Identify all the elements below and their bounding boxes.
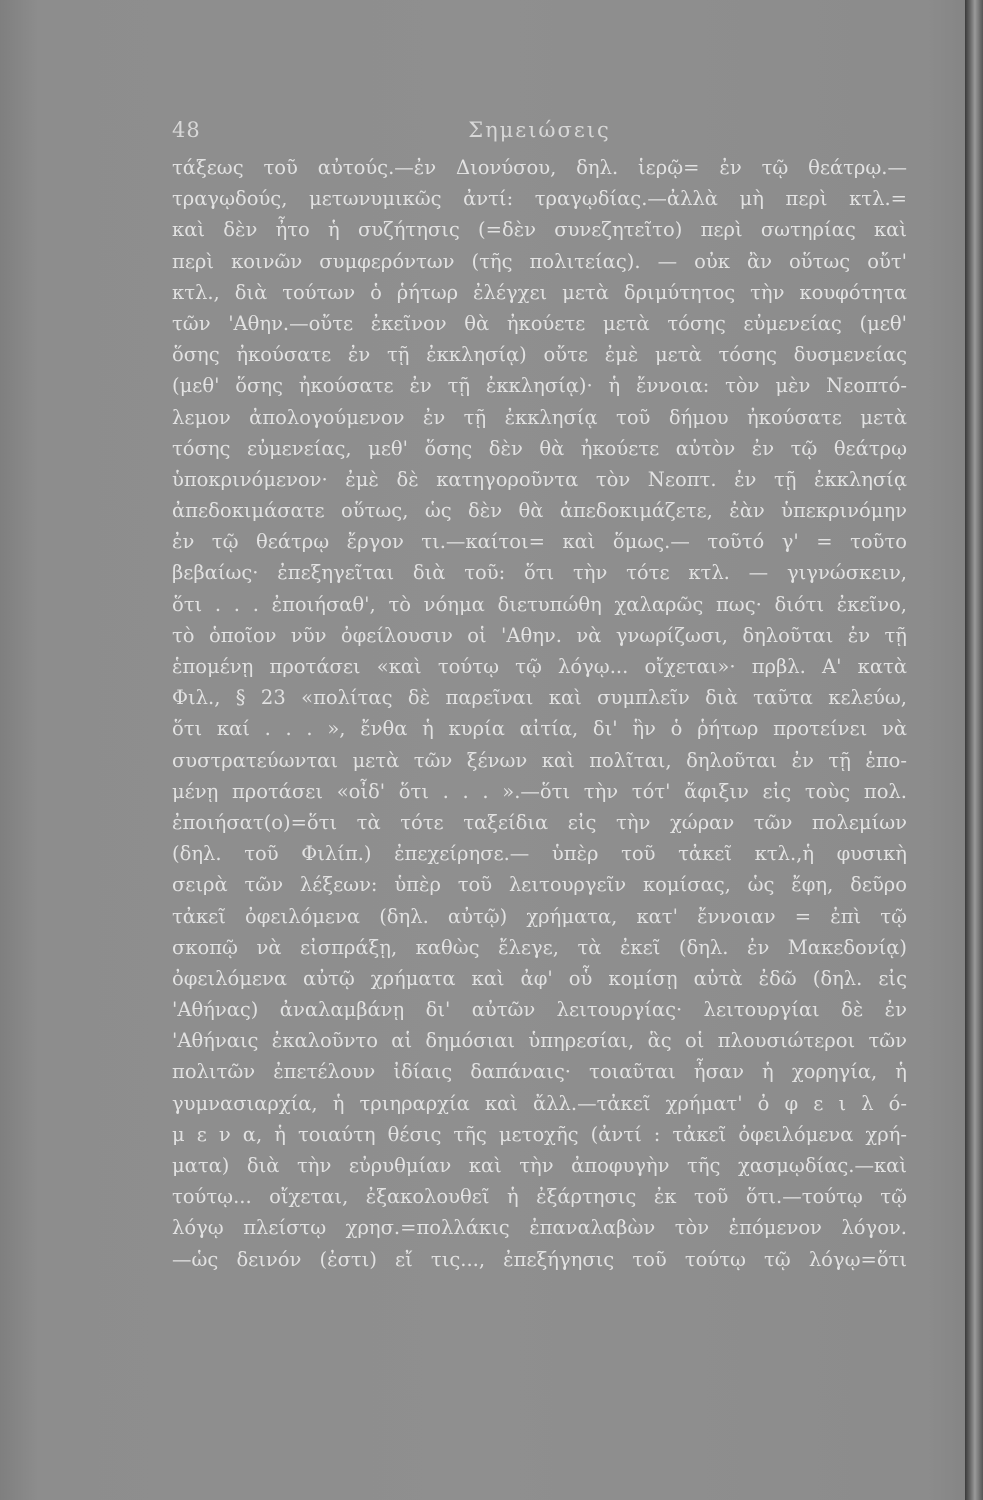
text-line: τούτῳ... οἴχεται, ἐξακολουθεῖ ἡ ἐξάρτησις ἐκ τοῦ ὅτι.—τούτῳ τῷ xyxy=(172,1185,907,1209)
text-line: 'Αθήνας) ἀναλαμβάνῃ δι' αὐτῶν λειτουργίας· λειτουργίαι δὲ ἐν xyxy=(172,998,907,1022)
text-line: τἀκεῖ ὀφειλόμενα (δηλ. αὐτῷ) χρήματα, κατ' ἔννοιαν = ἐπὶ τῷ xyxy=(172,904,907,928)
text-line: ὅτι καί . . . », ἔνθα ἡ κυρία αἰτία, δι' ἣν ὁ ῥήτωρ προτείνει νὰ xyxy=(172,717,907,741)
text-line: βεβαίως· ἐπεξηγεῖται διὰ τοῦ: ὅτι τὴν τότε κτλ. — γιγνώσκειν, xyxy=(172,561,907,585)
text-line: σκοπῷ νὰ εἰσπράξῃ, καθὼς ἔλεγε, τὰ ἐκεῖ (δηλ. ἐν Μακεδονίᾳ) xyxy=(172,935,907,959)
text-line: ἐν τῷ θεάτρῳ ἔργον τι.—καίτοι= καὶ ὅμως.— τοῦτό γ' = τοῦτο xyxy=(172,530,907,554)
text-line: περὶ κοινῶν συμφερόντων (τῆς πολιτείας). — οὐκ ἂν οὕτως οὔτ' xyxy=(172,249,907,273)
text-line: κτλ., διὰ τούτων ὁ ῥήτωρ ἐλέγχει μετὰ δριμύτητος τὴν κουφότητα xyxy=(172,280,907,304)
text-line: (δηλ. τοῦ Φιλίπ.) ἐπεχείρησε.— ὑπὲρ τοῦ τἀκεῖ κτλ.,ἡ φυσικὴ xyxy=(172,842,907,866)
page-header xyxy=(172,112,907,152)
text-line: μ ε ν α, ἡ τοιαύτη θέσις τῆς μετοχῆς (ἀντί : τἀκεῖ ὀφειλόμενα χρή- xyxy=(172,1122,907,1146)
text-line: ὅτι . . . ἐποιήσαθ', τὸ νόημα διετυπώθη χαλαρῶς πως· διότι ἐκεῖνο, xyxy=(172,592,907,616)
text-line: ἀπεδοκιμάσατε οὕτως, ὡς δὲν θὰ ἀπεδοκιμάζετε, ἐὰν ὑπεκρινόμην xyxy=(172,499,907,523)
running-title: Σημειώσεις xyxy=(468,118,611,142)
text-line: ὑποκρινόμενον· ἐμὲ δὲ κατηγοροῦντα τὸν Νεοπτ. ἐν τῇ ἐκκλησίᾳ xyxy=(172,467,907,491)
text-line: ὅσης ἠκούσατε ἐν τῇ ἐκκλησίᾳ) οὔτε ἐμὲ μετὰ τόσης δυσμενείας xyxy=(172,343,907,367)
text-line: καὶ δὲν ἦτο ἡ συζήτησις (=δὲν συνεζητεῖτο) περὶ σωτηρίας καὶ xyxy=(172,218,907,242)
text-line: λεμον ἀπολογούμενον ἐν τῇ ἐκκλησίᾳ τοῦ δήμου ἠκούσατε μετὰ xyxy=(172,405,907,429)
text-line: μένῃ προτάσει «οἶδ' ὅτι . . . ».—ὅτι τὴν τότ' ἄφιξιν εἰς τοὺς πολ. xyxy=(172,779,907,803)
text-line: τραγῳδούς, μετωνυμικῶς ἀντί: τραγῳδίας.—ἀλλὰ μὴ περὶ κτλ.= xyxy=(172,187,907,211)
text-line: —ὡς δεινόν (ἐστι) εἴ τις..., ἐπεξήγησις τοῦ τούτῳ τῷ λόγῳ=ὅτι xyxy=(172,1247,907,1271)
text-line: 'Αθήναις ἐκαλοῦντο αἱ δημόσιαι ὑπηρεσίαι, ἃς οἱ πλουσιώτεροι τῶν xyxy=(172,1029,907,1053)
text-line: τὸ ὁποῖον νῦν ὀφείλουσιν οἱ 'Αθην. νὰ γνωρίζωσι, δηλοῦται ἐν τῇ xyxy=(172,623,907,647)
text-line: συστρατεύωνται μετὰ τῶν ξένων καὶ πολῖται, δηλοῦται ἐν τῇ ἑπο- xyxy=(172,748,907,772)
text-line: (μεθ' ὅσης ἠκούσατε ἐν τῇ ἐκκλησίᾳ)· ἡ ἔννοια: τὸν μὲν Νεοπτό- xyxy=(172,374,907,398)
text-line: πολιτῶν ἐπετέλουν ἰδίαις δαπάναις· τοιαῦται ἦσαν ἡ χορηγία, ἡ xyxy=(172,1060,907,1084)
text-line: Φιλ., § 23 «πολίτας δὲ παρεῖναι καὶ συμπλεῖν διὰ ταῦτα κελεύω, xyxy=(172,686,907,710)
text-line: ματα) διὰ τὴν εὐρυθμίαν καὶ τὴν ἀποφυγὴν τῆς χασμῳδίας.—καὶ xyxy=(172,1154,907,1177)
body-text xyxy=(172,152,907,1275)
page-edge-shadow xyxy=(965,0,983,1500)
text-line: λόγῳ πλείστῳ χρησ.=πολλάκις ἐπαναλαβὼν τὸν ἑπόμενον λόγον. xyxy=(172,1216,907,1240)
text-line: ὀφειλόμενα αὐτῷ χρήματα καὶ ἀφ' οὗ κομίσῃ αὐτὰ ἐδῶ (δηλ. εἰς xyxy=(172,966,907,990)
text-line: γυμνασιαρχία, ἡ τριηραρχία καὶ ἄλλ.—τἀκεῖ χρήματ' ὀ φ ε ι λ ό- xyxy=(172,1091,907,1115)
text-line: τόσης εὐμενείας, μεθ' ὅσης δὲν θὰ ἠκούετε αὐτὸν ἐν τῷ θεάτρῳ xyxy=(172,436,907,460)
text-line: τῶν 'Αθην.—οὔτε ἐκεῖνον θὰ ἠκούετε μετὰ τόσης εὐμενείας (μεθ' xyxy=(172,311,907,335)
text-line: ἐποιήσατ(ο)=ὅτι τὰ τότε ταξείδια εἰς τὴν χώραν τῶν πολεμίων xyxy=(172,810,907,834)
text-line: σειρὰ τῶν λέξεων: ὑπὲρ τοῦ λειτουργεῖν κομίσας, ὡς ἔφη, δεῦρο xyxy=(172,873,907,897)
text-line: ἑπομένῃ προτάσει «καὶ τούτῳ τῷ λόγῳ... οἴχεται»· πρβλ. Α' κατὰ xyxy=(172,655,907,678)
page-number: 48 xyxy=(172,118,201,142)
text-line: τάξεως τοῦ αὐτούς.—ἐν Διονύσου, δηλ. ἱερῷ= ἐν τῷ θεάτρῳ.— xyxy=(172,156,907,179)
